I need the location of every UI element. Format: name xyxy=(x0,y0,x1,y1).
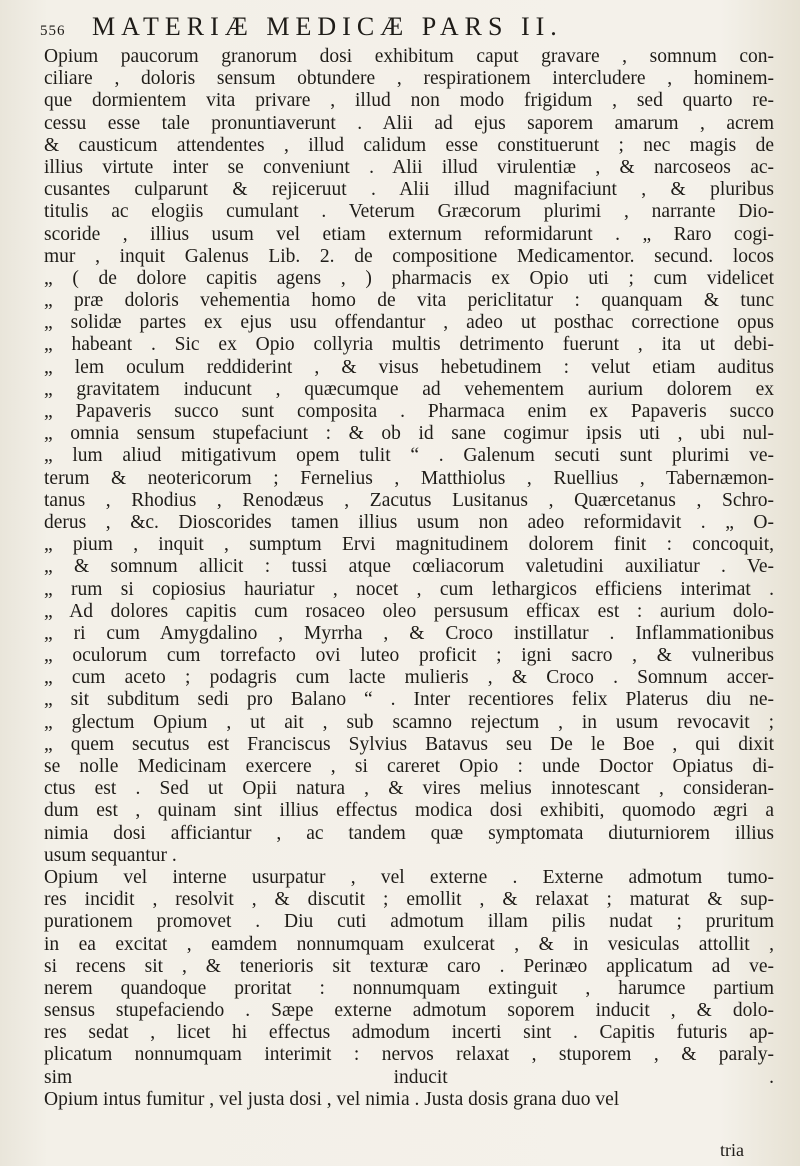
text-line: „ Papaveris succo sunt composita . Pharmaca enim ex Papaveris succo xyxy=(44,401,774,422)
text-line: in ea excitat , eamdem nonnumquam exulcerat , & in vesiculas attollit , xyxy=(44,933,774,955)
text-line: nimia dosi afficiantur , ac tandem quæ symptomata diuturniorem illius xyxy=(44,822,774,844)
text-line: illius virtute inter se conveniunt . Alii illud virulentiæ , & narcoseos ac- xyxy=(44,156,774,178)
text-line: plicatum nonnumquam interimit : nervos relaxat , stuporem , & paraly- xyxy=(44,1044,774,1066)
text-line: „ pium , inquit , sumptum Ervi magnitudinem dolorem finit : concoquit, xyxy=(44,534,774,556)
text-line: se nolle Medicinam exercere , si careret Opio : unde Doctor Opiatus di- xyxy=(44,756,774,777)
text-line: ciliare , doloris sensum obtundere , respirationem intercludere , hominem- xyxy=(44,68,774,90)
text-line: mur , inquit Galenus Lib. 2. de compositione Medicamentor. secund. locos xyxy=(44,245,774,267)
text-line: „ gravitatem inducunt , quæcumque ad vehementem aurium dolorem ex xyxy=(44,378,774,400)
text-line: & causticum attendentes , illud calidum esse constituerunt ; nec magis de xyxy=(44,134,774,156)
text-line: dum est , quinam sint illius effectus modica dosi exhibiti, quomodo ægri a xyxy=(44,800,774,822)
text-line: tanus , Rhodius , Renodæus , Zacutus Lusitanus , Quærcetanus , Schro- xyxy=(44,489,774,511)
catchword: tria xyxy=(720,1140,744,1160)
text-line: „ ( de dolore capitis agens , ) pharmacis ex Opio uti ; cum videlicet xyxy=(44,267,774,289)
text-line: „ præ doloris vehementia homo de vita periclitatur : quanquam & tunc xyxy=(44,290,774,312)
text-line: „ Ad dolores capitis cum rosaceo oleo persusum efficax est : aurium dolo- xyxy=(44,600,774,622)
text-line: „ rum si copiosius hauriatur , nocet , cum lethargicos efficiens interimat . xyxy=(44,578,774,600)
text-line: Opium vel interne usurpatur , vel externe . Externe admotum tumo- xyxy=(44,866,774,888)
text-line: titulis ac elogiis cumulant . Veterum Græcorum plurimi , narrante Dio- xyxy=(44,201,774,223)
text-line: ctus est . Sed ut Opii natura , & vires melius innotescant , consideran- xyxy=(44,778,774,800)
text-line: „ sit subditum sedi pro Balano “ . Inter recentiores felix Platerus diu ne- xyxy=(44,689,774,711)
text-line: „ & somnum allicit : tussi atque cœliacorum valetudini auxiliatur . Ve- xyxy=(44,556,774,578)
text-line: „ oculorum cum torrefacto ovi luteo proficit ; igni sacro , & vulneribus xyxy=(44,645,774,667)
text-line: „ cum aceto ; podagris cum lacte mulieris , & Croco . Somnum accer- xyxy=(44,667,774,689)
text-line: „ ri cum Amygdalino , Myrrha , & Croco instillatur . Inflammationibus xyxy=(44,622,774,644)
text-line: „ quem secutus est Franciscus Sylvius Batavus seu De le Boe , qui dixit xyxy=(44,733,774,755)
text-line: sim inducit . xyxy=(44,1066,774,1088)
text-line: Opium paucorum granorum dosi exhibitum caput gravare , somnum con- xyxy=(44,46,774,67)
text-line: sensus stupefaciendo . Sæpe externe admotum soporem inducit , & dolo- xyxy=(44,1000,774,1022)
text-line: scoride , illius usum vel etiam externum reformidarunt . „ Raro cogi- xyxy=(44,223,774,245)
text-line: „ glectum Opium , ut ait , sub scamno rejectum , in usum revocavit ; xyxy=(44,711,774,733)
text-line: terum & neotericorum ; Fernelius , Matthiolus , Ruellius , Tabernæmon- xyxy=(44,467,774,489)
text-line: Opium intus fumitur , vel justa dosi , vel nimia . Justa dosis grana duo vel xyxy=(44,1088,620,1110)
text-line: cessu esse tale pronuntiaverunt . Alii ad ejus saporem amarum , acrem xyxy=(44,112,774,134)
text-line: „ lum aliud mitigativum opem tulit “ . Galenum secuti sunt plurimi ve- xyxy=(44,445,774,467)
running-head: MATERIÆ MEDICÆ PARS II. xyxy=(92,12,563,41)
text-line: cusantes culparunt & rejiceruut . Alii illud magnifaciunt , & pluribus xyxy=(44,179,774,201)
text-line: nerem quandoque proritat : nonnumquam extinguit , harumce partium xyxy=(44,977,774,999)
page-number: 556 xyxy=(40,23,66,39)
body-text xyxy=(44,46,774,1111)
page-header xyxy=(40,12,760,46)
text-line: usum sequantur . xyxy=(44,844,177,866)
text-line: „ lem oculum reddiderint , & visus hebetudinem : velut etiam auditus xyxy=(44,356,774,378)
text-line: „ habeant . Sic ex Opio collyria multis detrimento fuerunt , ita ut debi- xyxy=(44,334,774,356)
text-line: purationem promovet . Diu cuti admotum illam pilis nudat ; pruritum xyxy=(44,911,774,933)
text-line: si recens sit , & tenerioris sit texturæ caro . Perinæo applicatum ad ve- xyxy=(44,955,774,977)
text-line: „ omnia sensum stupefaciunt : & ob id sane cogimur ipsis uti , ubi nul- xyxy=(44,423,774,445)
text-line: res incidit , resolvit , & discutit ; emollit , & relaxat ; maturat & sup- xyxy=(44,889,774,911)
text-line: que dormientem vita privare , illud non modo frigidum , sed quarto re- xyxy=(44,90,774,112)
text-line: derus , &c. Dioscorides tamen illius usum non adeo reformidavit . „ O- xyxy=(44,511,774,533)
text-line: res sedat , licet hi effectus admodum incerti sint . Capitis futuris ap- xyxy=(44,1022,774,1044)
text-line: „ solidæ partes ex ejus usu offendantur , adeo ut posthac correctione opus xyxy=(44,312,774,334)
